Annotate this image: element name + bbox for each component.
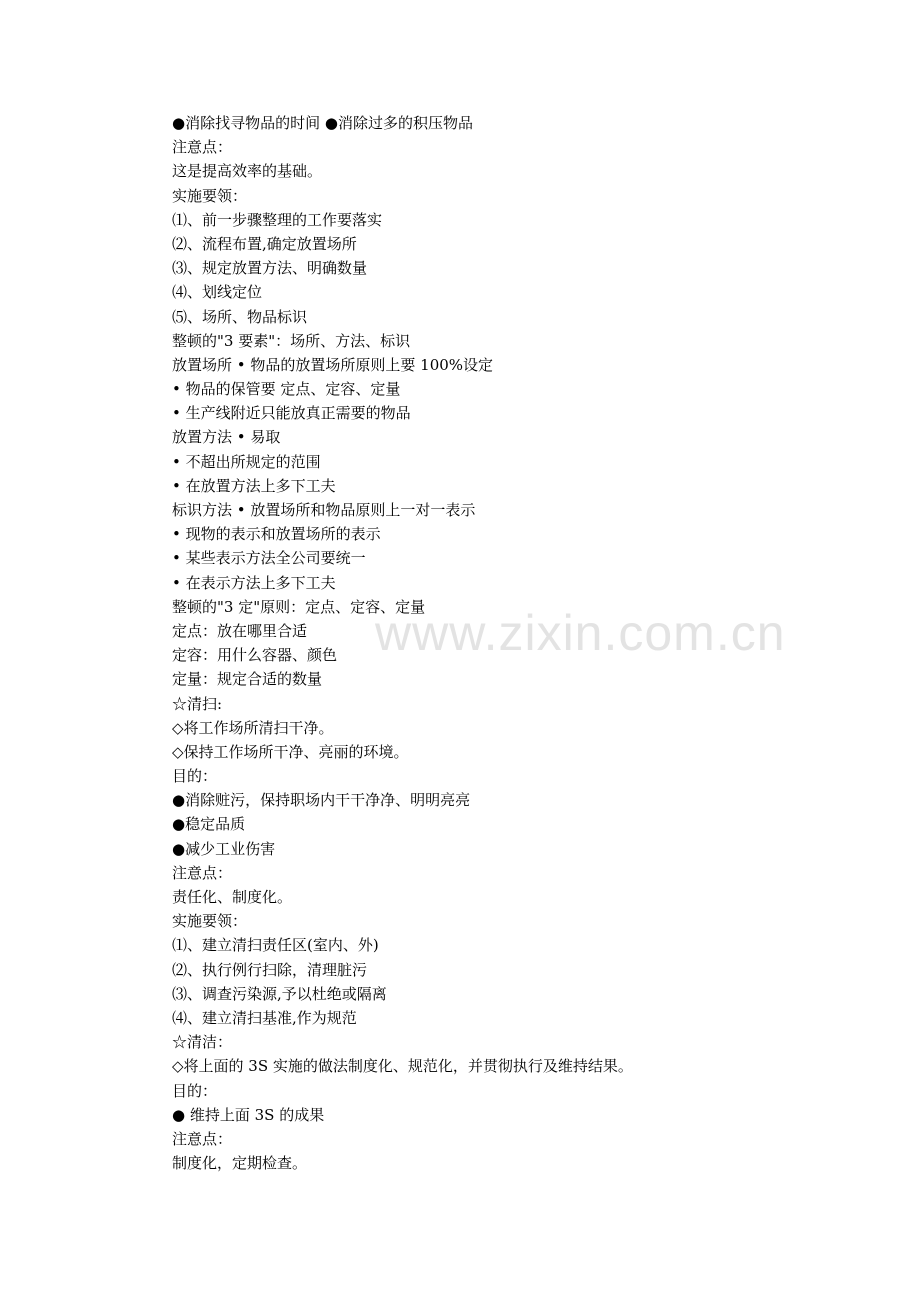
text-line: • 在表示方法上多下工夫 xyxy=(172,573,336,592)
text-line: 注意点： xyxy=(172,863,233,882)
text-line: 这是提高效率的基础。 xyxy=(172,162,323,181)
text-line: 责任化、制度化。 xyxy=(172,888,293,906)
text-line: ⑸、场所、物品标识 xyxy=(172,307,308,326)
text-line: ⑶、规定放置方法、明确数量 xyxy=(172,259,368,278)
text-line: ◇保持工作场所干净、亮丽的环境。 xyxy=(172,742,409,761)
text-line: ⑵、执行例行扫除，清理脏污 xyxy=(172,960,368,979)
text-line: 制度化，定期检查。 xyxy=(172,1154,308,1173)
text-line: • 在放置方法上多下工夫 xyxy=(172,476,336,495)
text-line: ●消除赃污，保持职场内干干净净、明明亮亮 xyxy=(172,791,471,810)
text-line: 定容：用什么容器、颜色 xyxy=(172,646,338,665)
text-line: • 物品的保管要 定点、定容、定量 xyxy=(172,380,401,399)
text-line: 注意点： xyxy=(172,1129,233,1148)
text-line: ●减少工业伤害 xyxy=(172,839,276,858)
text-line: 实施要领： xyxy=(172,912,248,931)
text-line: ●消除找寻物品的时间 ●消除过多的积压物品 xyxy=(172,114,473,132)
text-line: ⑵、流程布置,确定放置场所 xyxy=(172,234,357,253)
text-line: ⑶、调查污染源,予以杜绝或隔离 xyxy=(172,984,387,1003)
text-line: • 某些表示方法全公司要统一 xyxy=(172,549,366,568)
text-line: 目的： xyxy=(172,1081,218,1100)
text-line: 实施要领： xyxy=(172,186,248,205)
text-line: 定点：放在哪里合适 xyxy=(172,621,308,640)
text-line: 整顿的"3 定"原则：定点、定容、定量 xyxy=(172,597,426,616)
document-body xyxy=(172,111,872,1175)
text-line: • 现物的表示和放置场所的表示 xyxy=(172,525,381,544)
text-line: • 生产线附近只能放真正需要的物品 xyxy=(172,404,411,423)
text-line: 定量：规定合适的数量 xyxy=(172,670,323,689)
text-line: 放置场所 • 物品的放置场所原则上要 100%设定 xyxy=(172,355,494,374)
text-line: ⑴、建立清扫责任区(室内、外) xyxy=(172,936,379,955)
text-line: ⑷、划线定位 xyxy=(172,283,263,302)
text-line: 放置方法 • 易取 xyxy=(172,428,281,447)
text-line: • 不超出所规定的范围 xyxy=(172,452,321,471)
text-line: ⑷、建立清扫基准,作为规范 xyxy=(172,1008,357,1027)
text-line: ☆清洁： xyxy=(172,1033,233,1052)
text-line: 注意点： xyxy=(172,138,233,157)
text-line: ⑴、前一步骤整理的工作要落实 xyxy=(172,210,383,229)
text-line: 标识方法 • 放置场所和物品原则上一对一表示 xyxy=(172,501,476,519)
text-line: ◇将工作场所清扫干净。 xyxy=(172,718,334,737)
text-line: ◇将上面的 3S 实施的做法制度化、规范化，并贯彻执行及维持结果。 xyxy=(172,1057,633,1076)
text-line: ☆清扫: xyxy=(172,694,223,713)
text-line: ● 维持上面 3S 的成果 xyxy=(172,1105,325,1124)
watermark: www.zixin.com.cn xyxy=(375,605,786,661)
text-line: ●稳定品质 xyxy=(172,815,246,834)
text-line: 目的： xyxy=(172,767,218,786)
text-line: 整顿的"3 要素"：场所、方法、标识 xyxy=(172,331,411,350)
